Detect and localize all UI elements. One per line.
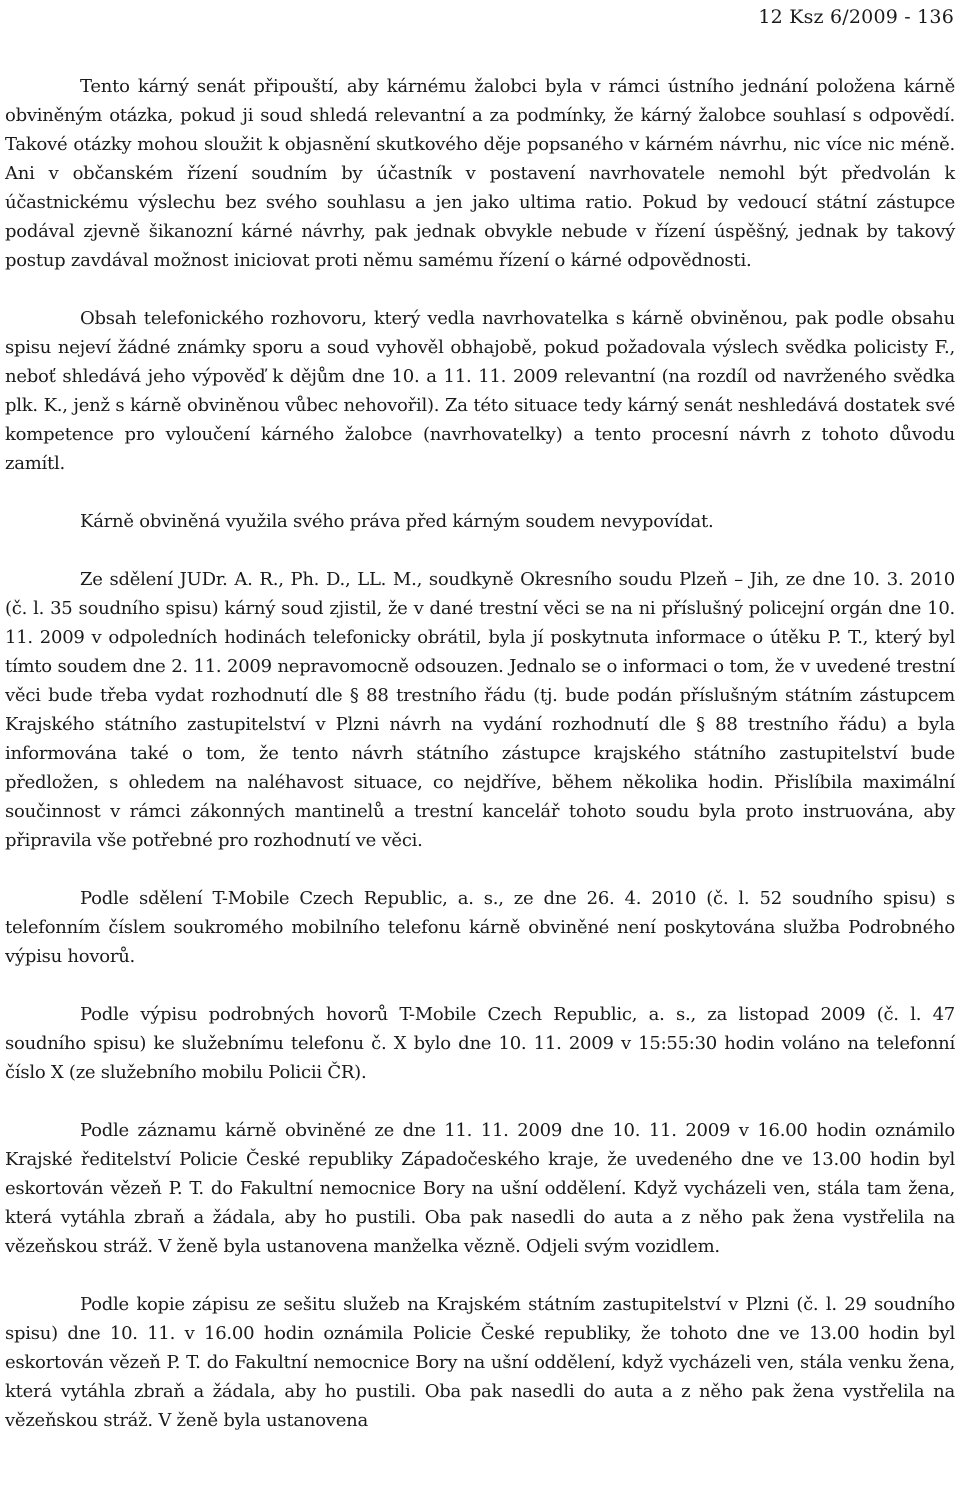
paragraph-record-of-accused: Podle záznamu kárně obviněné ze dne 11. 11. 2009 dne 10. 11. 2009 v 16.00 hodin oznámilo Krajské ředitelství Policie České republiky Západočeského kraje, že uvedeného dne ve 13.00 hodin byl eskortován vězeň P. T. do Fakultní nemocnice Bory na ušní oddělení. Když vycházeli ven, stála tam žena, která vytáhla zbraň a žádala, aby ho pustili. Oba pak nasedli do auta a z něho pak žena vystřelila na vězeňskou stráž. V ženě byla ustanovena manželka vězně. Odjeli svým vozidlem. bbox=[5, 1120, 955, 1257]
paragraph-call-record: Podle výpisu podrobných hovorů T-Mobile Czech Republic, a. s., za listopad 2009 (č. l. 47 soudního spisu) ke služebnímu telefonu č. X bylo dne 10. 11. 2009 v 15:55:30 hodin voláno na telefonní číslo X (ze služebního mobilu Policii ČR). bbox=[5, 1004, 955, 1083]
case-number-header: 12 Ksz 6/2009 - 136 bbox=[758, 6, 954, 28]
paragraph-telephone-conversation: Obsah telefonického rozhovoru, který vedla navrhovatelka s kárně obviněnou, pak podle obsahu spisu nejeví žádné známky sporu a soud vyhověl obhajobě, pokud požadovala výslech svědka policisty F., neboť shledává jeho výpověď k dějům dne 10. a 11. 11. 2009 relevantní (na rozdíl od navrženého svědka plk. K., jenž s kárně obviněnou vůbec nehovořil). Za této situace tedy kárný senát neshledává dostatek své kompetence pro vyloučení kárného žalobce (navrhovatelky) a tento procesní návrh z tohoto důvodu zamítl. bbox=[5, 308, 955, 474]
paragraph-service-log-copy: Podle kopie zápisu ze sešitu služeb na Krajském státním zastupitelství v Plzni (č. l. 29 soudního spisu) dne 10. 11. v 16.00 hodin oznámila Policie České republiky, že tohoto dne ve 13.00 hodin byl eskortován vězeň P. T. do Fakultní nemocnice Bory na ušní oddělení, když vycházeli ven, stála venku žena, která vytáhla zbraň a žádala, aby ho pustili. Oba pak nasedli do auta a z něho pak žena vystřelila na vězeňskou stráž. V ženě byla ustanovena bbox=[5, 1294, 955, 1431]
paragraph-judge-statement: Ze sdělení JUDr. A. R., Ph. D., LL. M., soudkyně Okresního soudu Plzeň – Jih, ze dne 10. 3. 2010 (č. l. 35 soudního spisu) kárný soud zjistil, že v dané trestní věci se na ni příslušný policejní orgán dne 10. 11. 2009 v odpoledních hodinách telefonicky obrátil, byla jí poskytnuta informace o útěku P. T., který byl tímto soudem dne 2. 11. 2009 nepravomocně odsouzen. Jednalo se o informaci o tom, že v uvedené trestní věci bude třeba vydat rozhodnutí dle § 88 trestního řádu (tj. bude podán příslušným státním zástupcem Krajského státního zastupitelství v Plzni návrh na vydání rozhodnutí dle § 88 trestního řádu) a byla informována také o tom, že tento návrh státního zástupce krajského státního zastupitelství bude předložen, s ohledem na naléhavost situace, co nejdříve, během několika hodin. Přislíbila maximální součinnost v rámci zákonných mantinelů a trestní kancelář tohoto soudu byla proto instruována, aby připravila vše potřebné pro rozhodnutí ve věci. bbox=[5, 569, 955, 851]
paragraph-tmobile-statement: Podle sdělení T-Mobile Czech Republic, a. s., ze dne 26. 4. 2010 (č. l. 52 soudního spisu) s telefonním číslem soukromého mobilního telefonu kárně obviněné není poskytována služba Podrobného výpisu hovorů. bbox=[5, 888, 955, 967]
paragraph-question-to-prosecutor: Tento kárný senát připouští, aby kárnému žalobci byla v rámci ústního jednání položena kárně obviněným otázka, pokud ji soud shledá relevantní a za podmínky, že kárný žalobce souhlasí s odpovědí. Takové otázky mohou sloužit k objasnění skutkového děje popsaného v kárném návrhu, nic více nic méně. Ani v občanském řízení soudním by účastník v postavení navrhovatele nemohl být předvolán k účastnickému výslechu bez svého souhlasu a jen jako ultima ratio. Pokud by vedoucí státní zástupce podával zjevně šikanozní kárné návrhy, pak jednak obvykle nebude v řízení úspěšný, jednak by takový postup zavdával možnost iniciovat proti němu samému řízení o kárné odpovědnosti. bbox=[5, 76, 955, 271]
document-body bbox=[5, 72, 955, 1435]
paragraph-right-not-to-testify: Kárně obviněná využila svého práva před kárným soudem nevypovídat. bbox=[80, 511, 714, 532]
